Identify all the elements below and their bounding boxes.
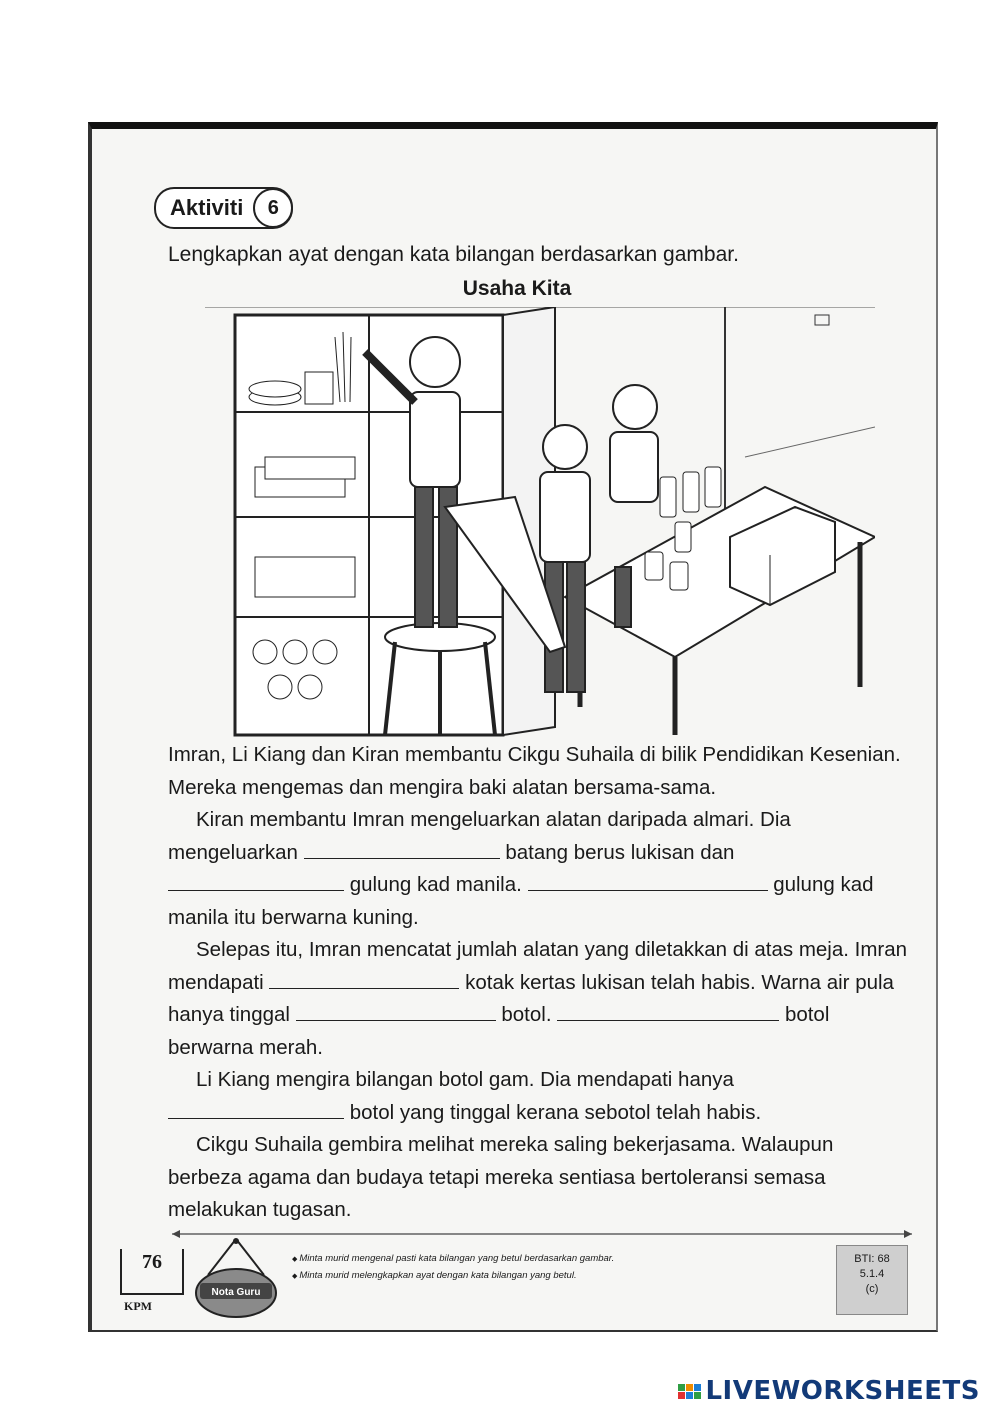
p3-part-a: Selepas itu, Imran mencatat jumlah alatan yang diletakkan di atas meja. Imran mendapati — [168, 938, 908, 994]
paragraph-2 — [168, 804, 908, 934]
worksheet-page — [88, 122, 938, 1332]
liveworksheets-logo[interactable] — [678, 1376, 980, 1406]
p2-part-d: gulung kad manila itu berwarna kuning. — [168, 873, 874, 929]
story-text — [168, 739, 908, 1227]
p4-part-b: botol yang tinggal kerana sebotol telah habis. — [349, 1100, 762, 1124]
answer-blank-1[interactable] — [304, 840, 500, 859]
publisher-label: KPM — [124, 1299, 152, 1313]
story-title: Usaha Kita — [462, 277, 572, 300]
activity-label: Aktiviti — [170, 195, 244, 220]
page-number: 76 — [142, 1251, 162, 1273]
answer-blank-6[interactable] — [557, 1002, 779, 1021]
activity-number: 6 — [253, 188, 293, 228]
activity-badge — [154, 187, 293, 229]
bti-line-1: BTI: 68 — [854, 1253, 890, 1265]
p2-part-c: gulung kad manila. — [349, 873, 522, 896]
paragraph-3 — [168, 934, 908, 1064]
brand-name: LIVEWORKSHEETS — [705, 1376, 980, 1406]
teacher-note-2: ◆ Minta murid melengkapkan ayat dengan kata bilangan yang betul. — [292, 1268, 812, 1285]
teacher-note-1: ◆ Minta murid mengenal pasti kata bilangan yang betul berdasarkan gambar. — [292, 1251, 812, 1268]
liveworksheets-grid-icon — [678, 1384, 701, 1399]
answer-blank-5[interactable] — [296, 1002, 496, 1021]
answer-blank-2[interactable] — [168, 872, 344, 891]
nota-label: Nota Guru — [211, 1287, 261, 1298]
answer-blank-3[interactable] — [528, 872, 768, 891]
p4-part-a: Li Kiang mengira bilangan botol gam. Dia mendapati hanya — [196, 1068, 734, 1091]
answer-blank-7[interactable] — [168, 1100, 344, 1119]
bti-line-2: 5.1.4 — [859, 1268, 885, 1280]
teacher-notes — [292, 1251, 812, 1285]
bti-line-3: (c) — [865, 1283, 879, 1295]
classroom-illustration — [205, 307, 875, 737]
paragraph-4 — [168, 1064, 908, 1129]
p3-part-d: botol berwarna merah. — [168, 1003, 830, 1059]
p2-part-b: batang berus lukisan dan — [505, 840, 735, 864]
bti-reference-box — [836, 1245, 908, 1315]
p3-part-c: botol. — [501, 1003, 552, 1026]
p3-part-b: kotak kertas lukisan telah habis. Warna air pula hanya tinggal — [168, 970, 894, 1026]
nota-guru-badge — [194, 1237, 278, 1319]
paragraph-1: Imran, Li Kiang dan Kiran membantu Cikgu Suhaila di bilik Pendidikan Kesenian. Mereka mengemas dan mengira baki alatan bersama-sama. — [168, 743, 901, 799]
page-number-box — [120, 1249, 184, 1295]
footer-divider — [172, 1227, 912, 1241]
answer-blank-4[interactable] — [269, 970, 459, 989]
instruction-text: Lengkapkan ayat dengan kata bilangan berdasarkan gambar. — [168, 243, 739, 266]
paragraph-5: Cikgu Suhaila gembira melihat mereka saling bekerjasama. Walaupun berbeza agama dan budaya tetapi mereka sentiasa bertoleransi semasa melakukan tugasan. — [168, 1133, 834, 1221]
p2-part-a: Kiran membantu Imran mengeluarkan alatan daripada almari. Dia mengeluarkan — [168, 808, 791, 864]
